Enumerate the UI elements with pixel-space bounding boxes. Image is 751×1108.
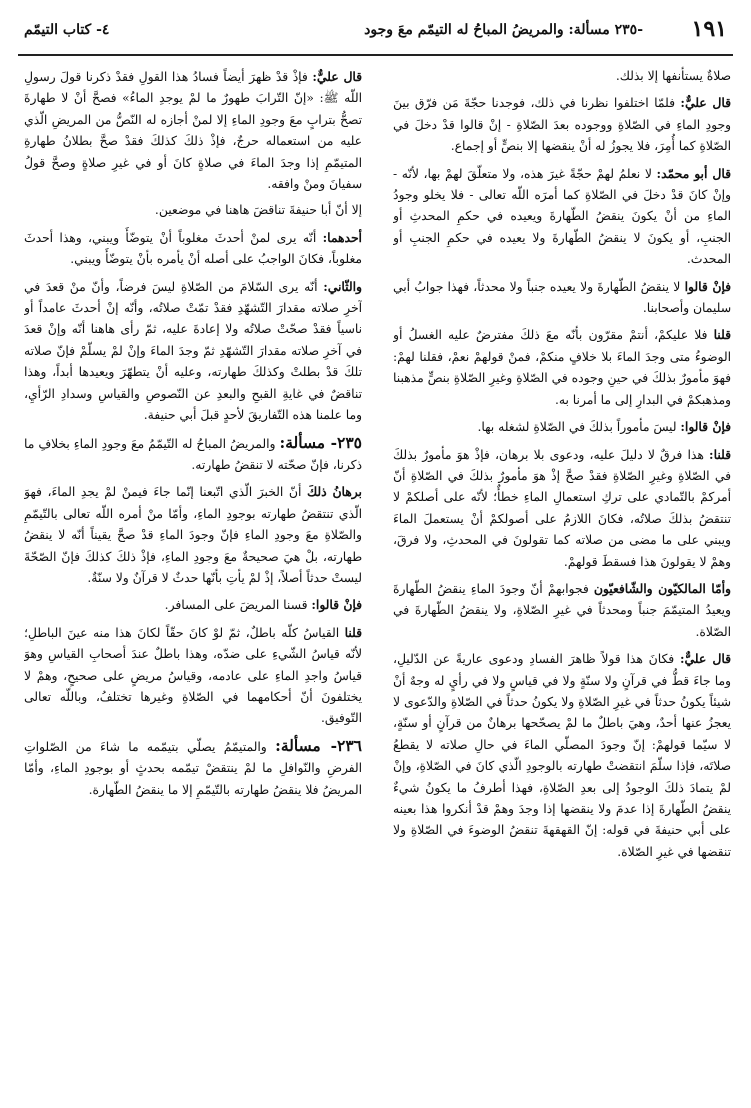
running-title: -٢٣٥ مسألة: والمريضُ المباحُ له التيمّم معَ وجود xyxy=(364,22,643,38)
paragraph-text: فلمّا اختلفوا نظرنا في ذلك، فوجدنا حجّةَ مَن فرّق بينَ وجودِ الماءِ في الصّلاةِ ووجوده بعدَ الصّلاةِ - إنْ قالوا قدْ دخلَ في الصّلاةِ كما أُمِرَ، فلا يجوزُ له أنْ ينقضها إلا بنصٍّ أو إجماع. xyxy=(393,96,731,154)
paragraph-lead: أحدهما: xyxy=(322,229,362,245)
paragraph xyxy=(393,163,731,271)
page-number: ١٩١ xyxy=(691,16,727,42)
paragraph-lead: برهانُ ذلكَ xyxy=(306,484,362,500)
paragraph xyxy=(24,66,362,195)
paragraph xyxy=(393,648,731,863)
paragraph-lead: وأمّا المالكيّون والشّافعيّون xyxy=(593,580,731,596)
paragraph-lead: قال عليٌّ: xyxy=(680,95,731,111)
paragraph-lead: ٢٣٥- مسألة: xyxy=(279,432,362,452)
paragraph xyxy=(393,92,731,157)
paragraph xyxy=(393,324,731,411)
paragraph xyxy=(393,416,731,438)
paragraph xyxy=(393,444,731,573)
paragraph-text: القياسُ كلّه باطلٌ، ثمّ لوْ كانَ حقّاً لكانَ هذا منه عينَ الباطلِ؛ لأنّه قياسُ الشّيءِ على ضدّه، وهذا باطلٌ عندَ أصحابِ القياسِ وهوَ قياسُ واجدِ الماءِ على عادمه، وقياسُ مريضٍ على صحيحٍ، وهمْ لا يختلفونَ أنّ أحكامهما في الصّلاةِ وغيرها تختلفُ، وباللّه تعالى التّوفيق. xyxy=(24,625,362,726)
paragraph xyxy=(24,735,362,801)
paragraph-lead: ٢٣٦- مسألة: xyxy=(275,735,362,755)
paragraph-lead: قال عليٌّ: xyxy=(679,651,731,667)
paragraph-lead: فإنْ قالوا: xyxy=(311,597,362,613)
paragraph-text: أنّ الخبرَ الّذي اتّبعنا إنّما جاءَ فيمنْ لمْ يجدِ الماءَ، فهوَ الّذي تنتقضُ طهارته بوجودِ الماءِ، وأمّا منْ أمره اللّه تعالى بالتّيمّمِ والصّلاةِ معَ وجودِ الماءِ فإنّ وجودَ الماءِ قدْ صحَّ يقيناً أنّه لا ينقضُ طهارته، بلْ هيَ صحيحةٌ معَ وجودِ الماءِ، فإذْ ذلكَ كذلكَ فإنّ الصّحّةَ ليستْ حدثاً أصلاً، إذْ لمْ يأتِ بأنّها حدثٌ لا قرآنٌ ولا سنّةٌ. xyxy=(24,485,362,585)
paragraph-text: لا ينقضُ الطّهارةَ ولا يعيده جنباً ولا محدثاً، فهذا جوابُ أبي سليمان وأصحابنا. xyxy=(393,279,731,316)
paragraph-text: قسنا المريضَ على المسافر. xyxy=(164,598,308,613)
paragraph-text: هذا فرقٌ لا دليلَ عليه، ودعوى بلا برهان، فإذْ هوَ مأمورٌ بذلكَ في الصّلاةِ وغيرِ الصّلاةِ فقدْ صحَّ إذْ هوَ مأمورٌ بذلكَ في الصّلاةِ أنّ أمركمْ بالتّمادي على تركِ استعمالِ الماءِ خطأٌ؛ لأنّه على أصلكمْ لا تنتقضُ بذلكَ صلاتُه، فكانَ اللازمُ على أصولكمْ أنْ يستعملَ الماءَ ويبني على ما مضى من صلاته كما تقولونَ في المحدثِ، ولا فرقَ، وهمْ لا يقولونَ هذا فسقطَ قولهمْ. xyxy=(393,447,731,569)
paragraph-text: ليسَ مأموراً بذلكَ في الصّلاةِ لشغله بها. xyxy=(477,420,677,435)
paragraph-text: أنّه يرى لمنْ أحدثَ مغلوباً أنْ يتوضّأَ ويبني، وهذا أحدثَ مغلوباً، فكانَ الواجبُ على أصله أنْ يأمره بأنْ يتوضّأَ ويبني. xyxy=(24,230,362,267)
paragraph-text: فكانَ هذا قولاً ظاهرَ الفسادِ ودعوى عاريةً عن الدّليلِ، وما جاءَ قطُّ في قرآنٍ ولا سنّةٍ ولا في قياسٍ ولا في رأيٍ له وجهٌ أنْ شيئاً يكونُ حدثاً في غيرِ الصّلاةِ ولا يكونُ حدثاً في الصّلاةِ والدّعوى لا يعجزُ عنها أحدٌ، وهيَ باطلٌ ما لمْ يصحّحها برهانٌ من قرآنٍ أو سنّةٍ، لا سيّما قولهمْ: إنّ وجودَ المصلّي الماءَ في حالِ صلاته لا يقطعُ صلاتَه، فإذا سلّمَ انتقضتْ طهارته بالوجودِ الّذي كانَ في الصّلاةِ، وإنْ لمْ يتمادَ ذلكَ الوجودُ إلى بعدِ الصّلاةِ، فهذا أطرفُ ما يكونُ شيءٌ ينقضُ الطّهارةَ إذا عدمَ ولا ينقضها إذا وجدَ وهمْ قدْ أنكروا هذا بعينه على أبي حنيفةَ في قوله: إنّ القهقهةَ تنقضُ الوضوءَ في الصّلاةِ ولا تنقضها في غيرِ الصّلاة. xyxy=(393,652,731,859)
paragraph-lead: فإنْ قالوا xyxy=(684,278,731,294)
paragraph-lead: فإنْ قالوا: xyxy=(680,419,731,435)
paragraph xyxy=(24,432,362,477)
paragraph-lead: قلنا xyxy=(713,327,731,343)
paragraph xyxy=(393,66,731,87)
paragraph-lead: قلنا xyxy=(344,624,362,640)
paragraph-text: صلاةٌ يستأنفها إلا بذلك. xyxy=(615,69,731,83)
paragraph xyxy=(24,227,362,271)
paragraph-text: فجوابهمْ أنّ وجودَ الماءِ ينقضُ الطّهارةَ ويعيدُ المتيمّمَ جنباً ومحدثاً في غيرِ الصّلاةِ، ولا ينقضُ الطّهارةَ في الصّلاة. xyxy=(393,581,731,639)
paragraph-text: لا نعلمُ لهمْ حجّةً غيرَ هذه، ولا متعلّقَ لهمْ بها، لأنّه - وإنْ كانَ قدْ دخلَ في الصّلاةِ كما أمرَه اللّه تعالى - فلا يخلو وجودُ الماءِ من أنْ يكونَ ينقضُ الطّهارةَ ويعيده في حكمِ المحدثِ أو الجنبِ، أو يكونَ لا ينقضُ الطّهارةَ ولا يعيده في حكمِ الجنبِ أو المحدث. xyxy=(393,166,731,267)
paragraph-lead: والثّاني: xyxy=(323,278,362,294)
paragraph-text: والمتيمّمُ يصلّي بتيمّمه ما شاءَ من الصّلواتِ الفرضِ والنّوافلِ ما لمْ ينتقضْ تيمّمه بحدثٍ أو بوجودِ الماءِ، وأمّا المريضُ فلا ينقضُ طهارته بالتّيمّمِ إلا ما ينقضُ الطّهارة. xyxy=(24,739,362,797)
paragraph-text: فلا عليكمْ، أنتمْ مقرّون بأنّه معَ ذلكَ مفترضٌ عليه الغسلُ أو الوضوءُ متى وجدَ الماءَ بلا خلافٍ منكمْ، فمنْ قولهمْ نعمْ، فقلنا لهمْ: فهوَ مأمورٌ بذلكَ في حينِ وجوده في الصّلاةِ وغيرِ الصّلاةِ بنصٍّ مذهبنا ومذهبكمْ في البدارِ إلى ما أمرنا به. xyxy=(393,328,731,407)
paragraph-text: والمريضُ المباحُ له التّيمّمُ معَ وجودِ الماءِ بخلافِ ما ذكرنا، فإنّ صحّته لا تنقضُ طهارته. xyxy=(24,436,362,472)
paragraph xyxy=(393,276,731,320)
left-column xyxy=(24,66,362,1096)
paragraph-text: أنّه يرى السّلامَ من الصّلاةِ ليسَ فرضاً، وأنّ منْ قعدَ في آخرِ صلاته مقدارَ التّشهّدِ فقدْ تمّتْ صلاتُه، وأنّه إنْ أحدثَ عامداً أو ناسياً فقدْ صحّتْ صلاتُه ولا إعادةَ عليه، ثمّ رأى هاهنا أنّه وإنْ قعدَ في آخرِ صلاته مقدارَ التّشهّدِ ثمّ وجدَ الماءَ وإنْ لمْ يسلّمْ فإنّ صلاته تلكَ قدْ بطلتْ وكذلكَ طهارته، وعليه أنْ يتطهّرَ ويعيدها أبداً، وهذا تناقضٌ في غايةِ القبحِ والبعدِ عن النّصوصِ والقياسِ وسدادِ الرّأيِ، وما علمنا هذه التّفاريقَ لأحدٍ قبلَ أبي حنيفة. xyxy=(24,279,362,423)
paragraph-text: فإذْ قدْ ظهرَ أيضاً فسادُ هذا القولِ فقدْ ذكرنا قولَ رسولِ اللّه ﷺ: «إنّ التّرابَ طهورٌ ما لمْ يوجدِ الماءُ» فصحَّ أنْ لا طهارةَ تصحُّ بترابٍ معَ وجودِ الماءِ إلا لمنْ أجازه له النّصُّ من المريضِ الّذي عليه من استعماله حرجٌ، فإذْ ذلكَ كذلكَ فقدْ صحَّ بطلانُ طهارةِ المتيمّمِ إذا وجدَ الماءَ في صلاةٍ كانَ أو في غيرِ صلاةٍ وصحَّ قولُ سفيانَ ومنْ وافقه. xyxy=(24,70,362,192)
paragraph xyxy=(24,622,362,730)
paragraph-lead: قلنا: xyxy=(709,446,731,462)
paragraph xyxy=(24,200,362,221)
paragraph-lead: قال عليٌّ: xyxy=(312,69,362,84)
paragraph-text: إلا أنّ أبا حنيفةَ تناقضَ هاهنا في موضعين. xyxy=(154,203,362,218)
paragraph xyxy=(24,594,362,616)
right-column xyxy=(393,66,731,1096)
book-title: ٤- كتاب التيمّم xyxy=(24,22,110,38)
paragraph xyxy=(24,481,362,589)
page-header xyxy=(18,14,733,56)
paragraph xyxy=(24,276,362,427)
paragraph-lead: قال أبو محمّد: xyxy=(656,165,731,181)
paragraph xyxy=(393,578,731,643)
